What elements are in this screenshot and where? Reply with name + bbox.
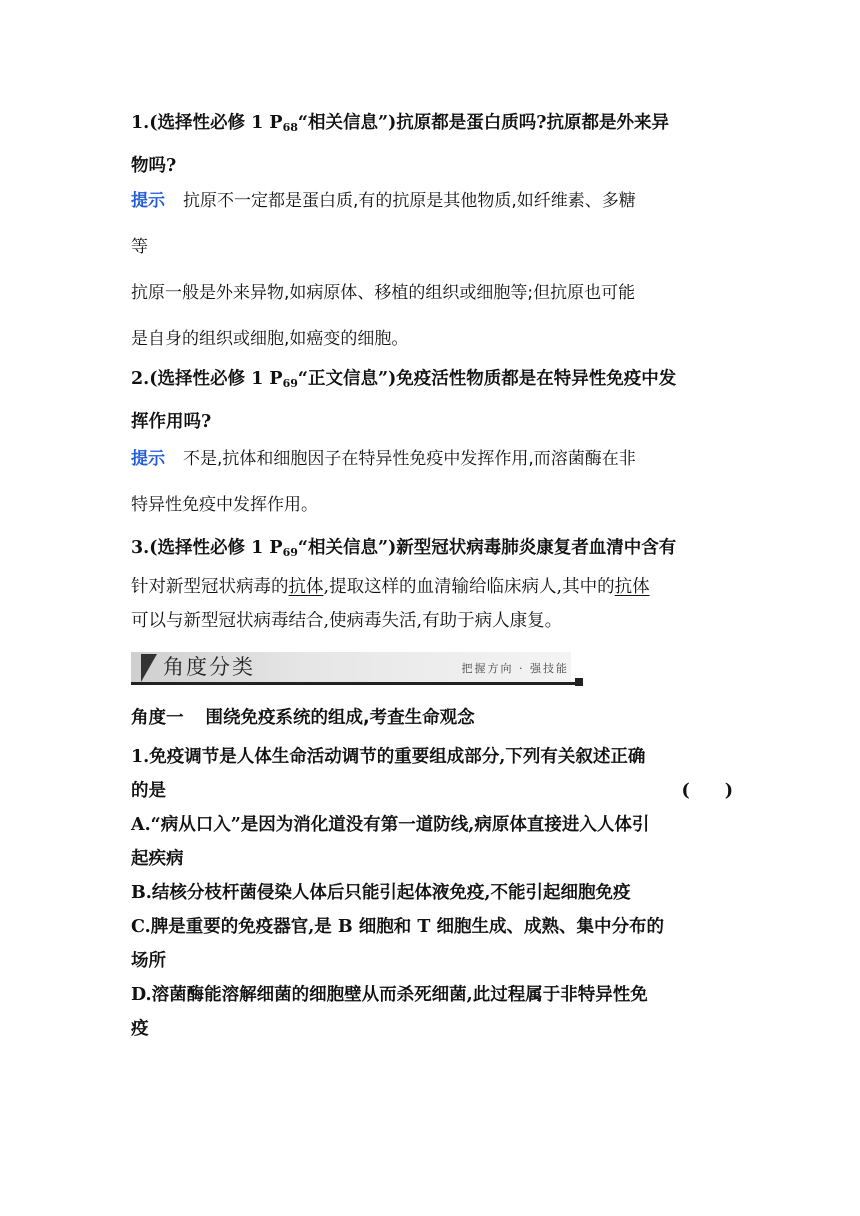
- hint-1-line2: 等: [131, 237, 148, 257]
- mc-stem-line1: 1.免疫调节是人体生命活动调节的重要组成部分,下列有关叙述正确: [131, 747, 646, 767]
- angle-heading: [131, 704, 475, 732]
- banner-underline: [131, 682, 575, 685]
- question-1: [131, 104, 733, 185]
- question-3-line3: 可以与新型冠状病毒结合,使病毒失活,有助于病人康复。: [131, 611, 563, 631]
- question-3-line2: 针对新型冠状病毒的抗体,提取这样的血清输给临床病人,其中的抗体: [131, 577, 650, 597]
- question-2-line2: 挥作用吗?: [131, 412, 212, 432]
- option-d: D.溶菌酶能溶解细菌的细胞壁从而杀死细菌,此过程属于非特异性免 疫: [131, 985, 648, 1039]
- question-3-line1: 3.(选择性必修 1 $P_{69}“$相关信息”)新型冠状病毒肺炎康复者血清中含有: [131, 538, 677, 559]
- mc-stem-line2: 的是 ( ): [131, 774, 733, 808]
- hint-1-line1: 提示 抗原不一定都是蛋白质,有的抗原是其他物质,如纤维素、多糖: [131, 191, 636, 211]
- option-c: C.脾是重要的免疫器官,是 B 细胞和 T 细胞生成、成熟、集中分布的 场所: [131, 917, 664, 971]
- hint-1-line3: 抗原一般是外来异物,如病原体、移植的组织或细胞等;但抗原也可能: [131, 283, 636, 303]
- angle-label: 角度一: [131, 708, 184, 728]
- question-2-line1: 2.(选择性必修 1 $P_{69}“$正文信息”)免疫活性物质都是在特异性免疫中发: [131, 369, 677, 390]
- banner-slogan: 把握方向 · 强技能: [461, 662, 569, 675]
- question-1-line1: 1.(选择性必修 1 $P_{68}“$相关信息”)抗原都是蛋白质吗?抗原都是外来异: [131, 113, 670, 134]
- answer-parentheses: ( ): [681, 781, 733, 801]
- question-3: [131, 531, 733, 638]
- question-2: [131, 360, 733, 441]
- option-b: B.结核分枝杆菌侵染人体后只能引起体液免疫,不能引起细胞免疫: [131, 883, 631, 903]
- section-banner: [131, 648, 583, 688]
- hint-2: [131, 436, 733, 528]
- question-1-line2: 物吗?: [131, 156, 177, 176]
- hint-2-line1: 提示 不是,抗体和细胞因子在特异性免疫中发挥作用,而溶菌酶在非: [131, 449, 636, 469]
- option-a: A.“病从口入”是因为消化道没有第一道防线,病原体直接进入人体引 起疾病: [131, 815, 650, 869]
- angle-title: 围绕免疫系统的组成,考查生命观念: [205, 708, 475, 728]
- banner-triangle-icon: [141, 654, 157, 682]
- banner-title: 角度分类: [163, 655, 255, 679]
- mc-question: [131, 740, 733, 1046]
- hint-2-line2: 特异性免疫中发挥作用。: [131, 495, 318, 515]
- hint-1: [131, 178, 733, 362]
- banner-end-square-icon: [575, 678, 583, 686]
- hint-label: 提示: [131, 449, 165, 469]
- hint-1-line4: 是自身的组织或细胞,如癌变的细胞。: [131, 329, 409, 349]
- hint-label: 提示: [131, 191, 165, 211]
